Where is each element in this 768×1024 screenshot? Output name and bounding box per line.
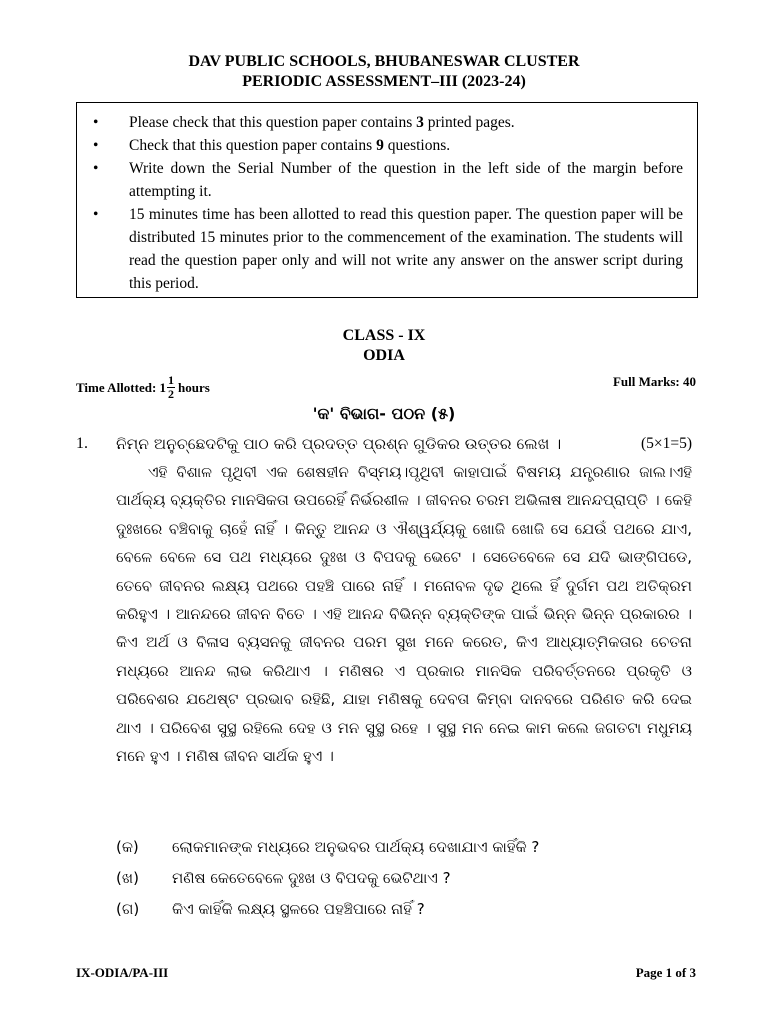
page-count: 3	[416, 114, 424, 131]
class-subject-block	[0, 326, 768, 366]
fraction-numerator: 1	[168, 373, 175, 387]
time-label: Time Allotted: 1	[76, 379, 167, 395]
time-fraction	[167, 374, 175, 401]
full-marks: Full Marks: 40	[612, 374, 696, 389]
subject-label: ODIA	[363, 347, 405, 364]
question-text: ନିମ୍ନ ଅନୁଚ୍ଛେଦଟିକୁ ପାଠ କରି ପ୍ରଦତ୍ତ ପ୍ରଶ୍ନ ଗୁଡିକର ଉତ୍ତର ଲେଖ ।	[116, 435, 562, 453]
subquestion-item	[116, 869, 451, 887]
subquestion-label: (କ)	[116, 838, 139, 856]
instruction-item	[91, 203, 683, 295]
section-title: 'କ' ବିଭାଗ- ପଠନ (୫)	[312, 404, 456, 423]
school-cluster-title: DAV PUBLIC SCHOOLS, BHUBANESWAR CLUSTER	[188, 53, 580, 70]
time-unit: hours	[178, 379, 210, 395]
exam-meta-row	[76, 368, 696, 404]
fraction-denominator: 2	[168, 387, 175, 401]
instruction-item	[91, 157, 683, 203]
instruction-text: printed pages.	[423, 114, 515, 131]
subquestion-label: (ଖ)	[116, 869, 139, 887]
subquestion-item	[116, 900, 425, 918]
passage-text: ଏହି ବିଶାଳ ପୃଥିବୀ ଏକ ଶେଷହୀନ ବିସ୍ମୟ।ପୃଥିବୀ କାହାପାଇଁ ବିଷମୟ ଯନ୍ତ୍ରଣାର ଜାଲ।ଏହି ପାର୍ଥକ୍ୟ ବ୍ୟକ୍ତିର ମାନସିକତା ଉପରେହିଁ ନିର୍ଭରଶୀଳ । ଜୀବନର ଚରମ ଅଭିଳାଷ ଆନନ୍ଦପ୍ରାପ୍ତି । କେହି ଦୁଃଖରେ ବଞ୍ଚିବାକୁ ଚାହେଁ ନାହିଁ । କିନ୍ତୁ ଆନନ୍ଦ ଓ ଐଶ୍ୱର୍ଯ୍ୟକୁ ଖୋଜି ଖୋଜି ସେ ଯେଉଁ ପଥରେ ଯାଏ, ବେଳେ ବେଳେ ସେ ପଥ ମଧ୍ୟରେ ଦୁଃଖ ଓ ବିପଦକୁ ଭେଟେ । ସେତେବେଳେ ସେ ଯଦି ଭାଙ୍ଗିପଡେ, ତେବେ ଜୀବନର ଲକ୍ଷ୍ୟ ପଥରେ ପହଞ୍ଚି ପାରେ ନାହିଁ । ମନୋବଳ ଦୃଢ ଥିଲେ ହିଁ ଦୁର୍ଗମ ପଥ ଅତିକ୍ରମ କରିହୁଏ । ଆନନ୍ଦରେ ଜୀବନ ବିତେ । ଏହି ଆନନ୍ଦ ବିଭିନ୍ନ ବ୍ୟକ୍ତିଙ୍କ ପାଇଁ ଭିନ୍ନ ଭିନ୍ନ ପ୍ରକାରର । କିଏ ଅର୍ଥ ଓ ବିଳାସ ବ୍ୟସନକୁ ଜୀବନର ପରମ ସୁଖ ମନେ କରେତ, କିଏ ଆଧ୍ୟାତ୍ମିକତାର ଚେତନା ମଧ୍ୟରେ ଆନନ୍ଦ ଲାଭ କରିଥାଏ । ମଣିଷର ଏ ପ୍ରକାର ମାନସିକ ପରିବର୍ତ୍ତନରେ ପ୍ରକୃତି ଓ ପରିବେଶର ଯଥେଷ୍ଟ ପ୍ରଭାବ ରହିଛି, ଯାହା ମଣିଷକୁ ଦେବତା କିମ୍ବା ଦାନବରେ ପରିଣତ କରି ଦେଇ ଥାଏ । ପରିବେଶ ସୁସ୍ଥ ରହିଲେ ଦେହ ଓ ମନ ସୁସ୍ଥ ରହେ । ସୁସ୍ଥ ମନ ନେଇ କାମ କଲେ ଜଗତଟା ମଧୁମୟ ମନେ ହୁଏ । ମଣିଷ ଜୀବନ ସାର୍ଥକ ହୁଏ ।	[116, 463, 692, 766]
subquestion-text: ମଣିଷ କେତେବେଳେ ଦୁଃଖ ଓ ବିପଦକୁ ଭେଟିଥାଏ ?	[172, 869, 451, 887]
page-number: Page 1 of 3	[635, 965, 696, 980]
instructions-list	[91, 111, 683, 295]
instruction-text: Check that this question paper contains	[129, 137, 377, 154]
paper-header	[0, 52, 768, 92]
assessment-title: PERIODIC ASSESSMENT–III (2023-24)	[242, 73, 526, 90]
bullet-icon: •	[93, 114, 99, 131]
paper-code: IX-ODIA/PA-III	[76, 965, 169, 980]
instructions-box	[76, 102, 698, 298]
subquestion-label: (ଗ)	[116, 900, 140, 918]
passage	[116, 458, 692, 770]
bullet-icon: •	[93, 160, 99, 177]
subquestion-text: କିଏ କାହିଁକି ଲକ୍ଷ୍ୟ ସ୍ଥଳରେ ପହଞ୍ଚିପାରେ ନାହିଁ ?	[172, 900, 425, 918]
instruction-text: questions.	[383, 137, 451, 154]
question-count: 9	[376, 137, 384, 154]
question-number: 1.	[76, 435, 88, 452]
instruction-text: Please check that this question paper contains	[129, 114, 417, 131]
bullet-icon: •	[93, 206, 99, 223]
class-label: CLASS - IX	[342, 327, 426, 344]
instruction-item	[91, 111, 683, 134]
subquestion-text: ଲୋକମାନଙ୍କ ମଧ୍ୟରେ ଅନୁଭବର ପାର୍ଥକ୍ୟ ଦେଖାଯାଏ କାହିଁକି ?	[172, 838, 540, 856]
time-allotted	[76, 374, 210, 401]
instruction-text: Write down the Serial Number of the question in the left side of the margin before attempting it.	[129, 160, 683, 200]
instruction-text: 15 minutes time has been allotted to read this question paper. The question paper will be distributed 15 minutes prior to the commencement of the examination. The students will read the question paper only and will not write any answer on the answer script during this period.	[129, 206, 683, 292]
instruction-item	[91, 134, 683, 157]
question-marks: (5×1=5)	[640, 435, 692, 452]
bullet-icon: •	[93, 137, 99, 154]
subquestion-item	[116, 838, 539, 856]
